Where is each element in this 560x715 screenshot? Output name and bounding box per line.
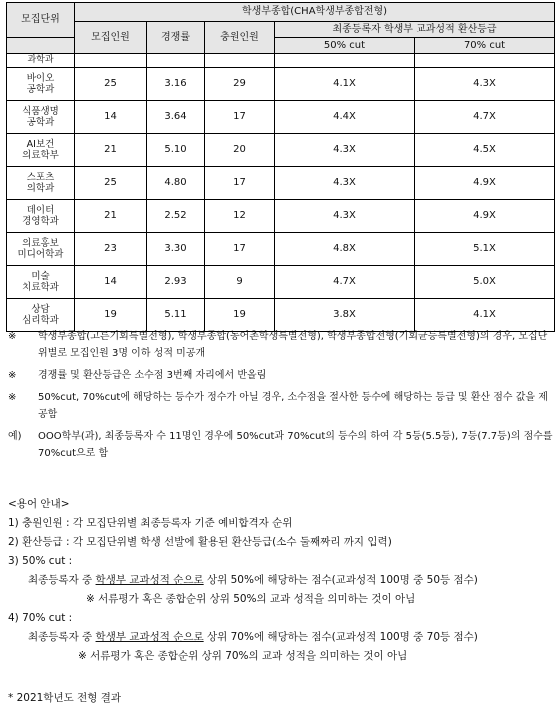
note-item xyxy=(8,328,554,362)
note-text: 경쟁률 및 환산등급은 소수점 3번째 자리에서 반올림 xyxy=(38,370,267,381)
guide-item-cut70-desc: 최종등록자 중 학생부 교과성적 순으로 상위 70%에 해당하는 점수(교과성적 100명 중 70등 점수) xyxy=(28,631,478,643)
quota-cell: 25 xyxy=(75,167,147,200)
unit-cell: AI보건 의료학부 xyxy=(7,134,75,167)
table-row xyxy=(7,68,555,101)
guide-item-cut50-head: 3) 50% cut : xyxy=(8,555,73,567)
ratio-cell: 2.52 xyxy=(147,200,205,233)
terms-guide xyxy=(8,495,554,666)
reserve-cell: 19 xyxy=(205,299,275,332)
reserve-cell: 9 xyxy=(205,266,275,299)
cut50-cell: 3.8X xyxy=(275,299,415,332)
footer-note: * 2021학년도 전형 결과 xyxy=(8,692,121,704)
note-item xyxy=(8,367,554,384)
quota-cell: 25 xyxy=(75,68,147,101)
note-mark: ※ xyxy=(8,370,17,381)
table-row xyxy=(7,266,555,299)
quota-cell: 21 xyxy=(75,200,147,233)
note-text: OOO학부(과), 최종등록자 수 11명인 경우에 50%cut과 70%cut의 등수의 하여 각 5등(5.5등), 7등(7.7등)의 점수를 70%cut으로 함 xyxy=(38,431,553,459)
note-text: 50%cut, 70%cut에 해당하는 등수가 정수가 아닐 경우, 소수점을 절사한 등수에 해당하는 등급 및 환산 점수 값을 제공함 xyxy=(38,392,548,420)
cut70-cell: 4.7X xyxy=(415,101,555,134)
table-row xyxy=(7,299,555,332)
header-reserve: 충원인원 xyxy=(205,22,275,54)
reserve-cell: 20 xyxy=(205,134,275,167)
quota-cell: 14 xyxy=(75,101,147,134)
table-row xyxy=(7,134,555,167)
table-row xyxy=(7,200,555,233)
notes-section xyxy=(8,328,554,467)
reserve-cell: 17 xyxy=(205,167,275,200)
cut50-cell: 4.1X xyxy=(275,68,415,101)
ratio-cell: 5.11 xyxy=(147,299,205,332)
unit-cell: 데이터 경영학과 xyxy=(7,200,75,233)
cut50-cell: 4.3X xyxy=(275,167,415,200)
table-row xyxy=(7,101,555,134)
quota-cell: 23 xyxy=(75,233,147,266)
note-mark: ※ xyxy=(8,331,17,342)
guide-item-cut50-desc: 최종등록자 중 학생부 교과성적 순으로 상위 50%에 해당하는 점수(교과성적 100명 중 50등 점수) xyxy=(28,574,478,586)
unit-cell: 식품생명 공학과 xyxy=(7,101,75,134)
ratio-cell: 3.64 xyxy=(147,101,205,134)
header-unit-continued xyxy=(7,38,75,54)
header-quota: 모집인원 xyxy=(75,22,147,54)
reserve-cell: 17 xyxy=(205,233,275,266)
cut70-cell: 5.1X xyxy=(415,233,555,266)
unit-cell: 상담 심리학과 xyxy=(7,299,75,332)
cut70-cell: 4.5X xyxy=(415,134,555,167)
cut50-cell: 4.7X xyxy=(275,266,415,299)
guide-item-cut70-head: 4) 70% cut : xyxy=(8,612,73,624)
reserve-cell: 17 xyxy=(205,101,275,134)
cut70-cell: 4.1X xyxy=(415,299,555,332)
reserve-cell: 12 xyxy=(205,200,275,233)
guide-title: <용어 안내> xyxy=(8,498,70,510)
header-grade: 최종등록자 학생부 교과성적 환산등급 xyxy=(275,22,555,38)
quota-cell: 19 xyxy=(75,299,147,332)
ratio-cell: 3.16 xyxy=(147,68,205,101)
header-group: 학생부종합(CHA학생부종합전형) xyxy=(75,3,555,22)
note-mark: 예) xyxy=(8,431,22,442)
reserve-cell: 29 xyxy=(205,68,275,101)
note-text: 학생부종합(고른기회특별전형), 학생부종합(농어촌학생특별전형), 학생부종합전형(기회균등특별전형)의 경우, 모집단위별로 모집인원 3명 이하 성적 미공개 xyxy=(38,331,548,359)
ratio-cell: 4.80 xyxy=(147,167,205,200)
unit-cell: 의료홍보 미디어학과 xyxy=(7,233,75,266)
cut50-cell: 4.3X xyxy=(275,200,415,233)
header-ratio: 경쟁률 xyxy=(147,22,205,54)
cut50-cell: 4.3X xyxy=(275,134,415,167)
unit-cell: 바이오 공학과 xyxy=(7,68,75,101)
cut70-cell: 4.9X xyxy=(415,167,555,200)
guide-item-grade: 2) 환산등급 : 각 모집단위별 학생 선발에 활용된 환산등급(소수 둘째짜리 까지 입력) xyxy=(8,536,392,548)
cut70-cell: 4.9X xyxy=(415,200,555,233)
cut50-cell: 4.8X xyxy=(275,233,415,266)
admission-results-table xyxy=(6,2,555,332)
guide-item-cut50-note: ※ 서류평가 혹은 종합순위 상위 50%의 교과 성적을 의미하는 것이 아님 xyxy=(86,593,416,605)
quota-cell: 14 xyxy=(75,266,147,299)
ratio-cell: 3.30 xyxy=(147,233,205,266)
note-example xyxy=(8,428,554,462)
note-mark: ※ xyxy=(8,392,17,403)
quota-cell: 21 xyxy=(75,134,147,167)
ratio-cell: 2.93 xyxy=(147,266,205,299)
ratio-cell: 5.10 xyxy=(147,134,205,167)
header-unit: 모집단위 xyxy=(7,3,75,38)
unit-cell: 미술 치료학과 xyxy=(7,266,75,299)
guide-item-reserve: 1) 충원인원 : 각 모집단위별 최종등록자 기준 예비합격자 순위 xyxy=(8,517,293,529)
note-item xyxy=(8,389,554,423)
table-row xyxy=(7,167,555,200)
cut50-cell: 4.4X xyxy=(275,101,415,134)
cut70-cell: 4.3X xyxy=(415,68,555,101)
header-cut70: 70% cut xyxy=(415,38,555,54)
guide-item-cut70-note: ※ 서류평가 혹은 종합순위 상위 70%의 교과 성적을 의미하는 것이 아님 xyxy=(78,650,408,662)
table-row xyxy=(7,233,555,266)
header-cut50: 50% cut xyxy=(275,38,415,54)
partial-unit-cell: 과학과 xyxy=(7,54,75,68)
unit-cell: 스포츠 의학과 xyxy=(7,167,75,200)
cut70-cell: 5.0X xyxy=(415,266,555,299)
